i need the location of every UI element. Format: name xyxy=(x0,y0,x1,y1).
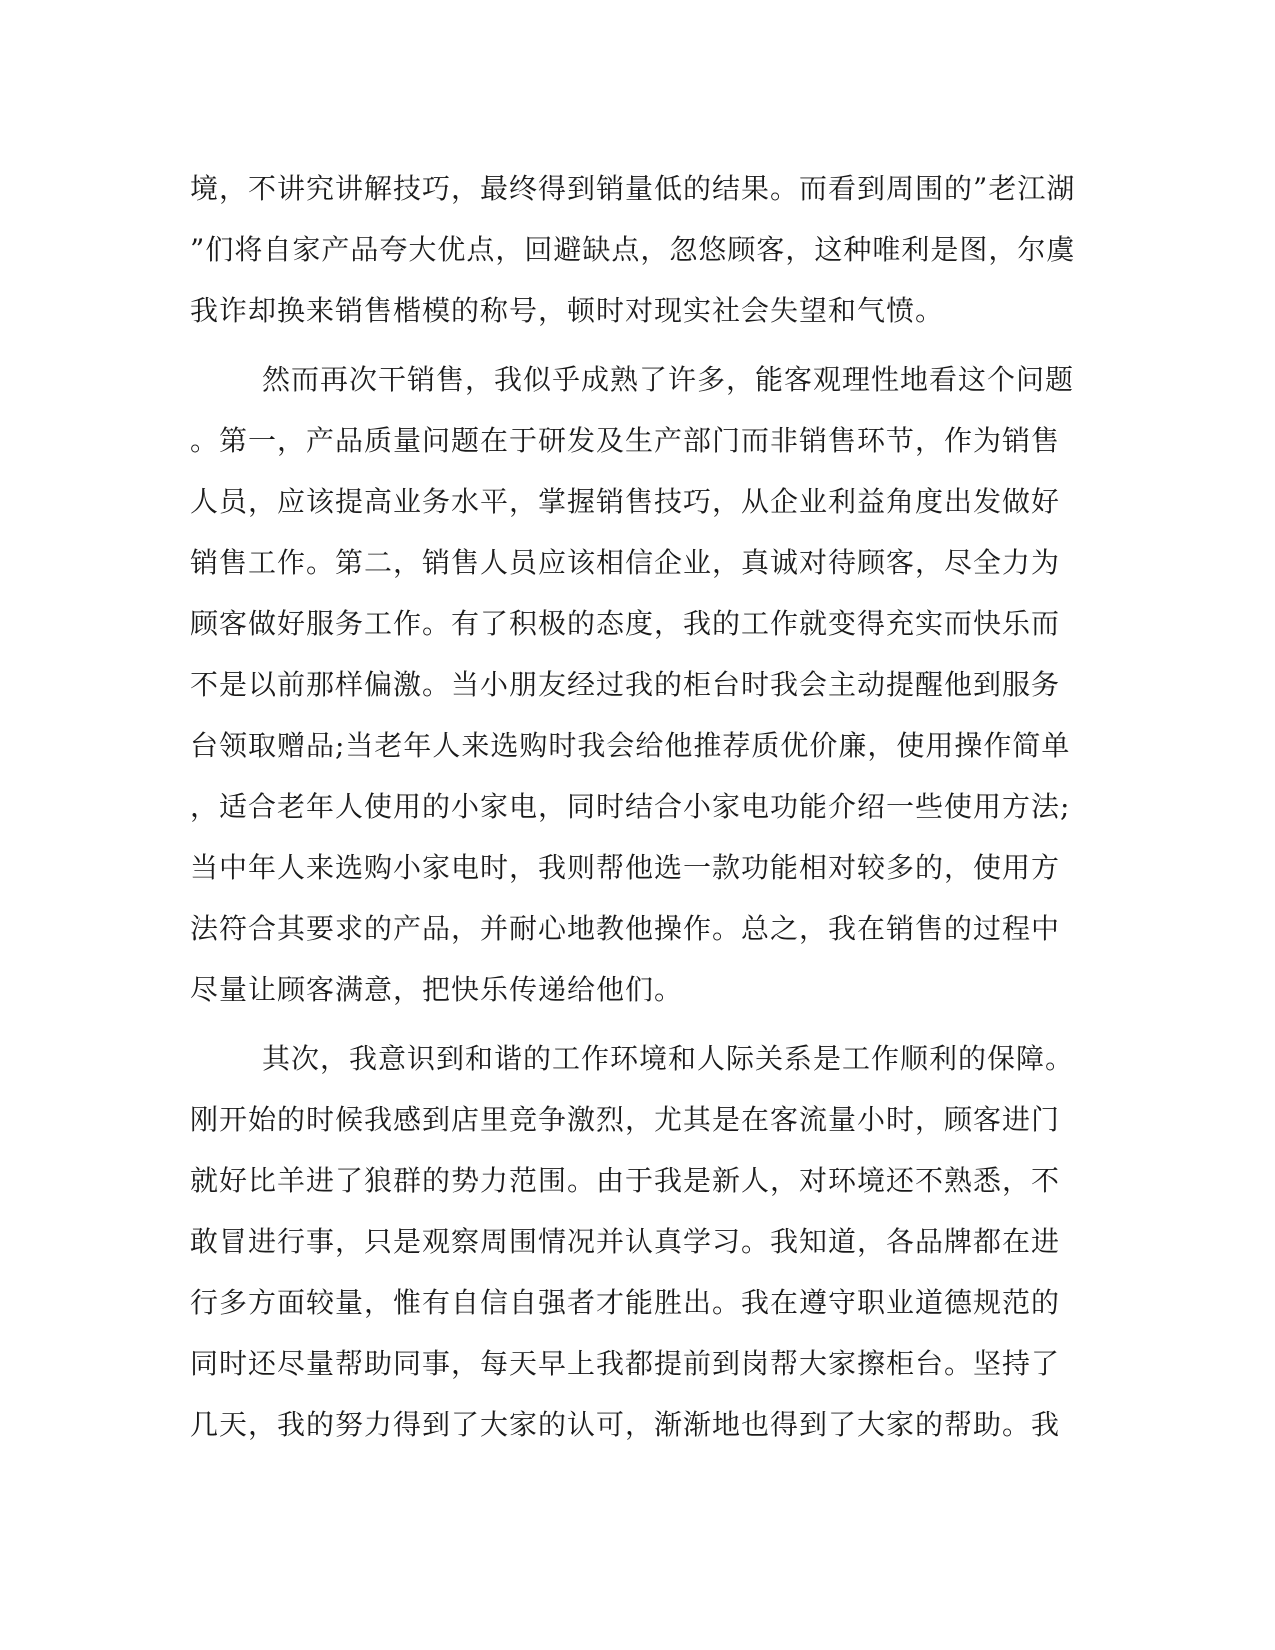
paragraph-line: 几天，我的努力得到了大家的认可，渐渐地也得到了大家的帮助。我 xyxy=(190,1408,1061,1441)
paragraph-2 xyxy=(190,349,1090,1020)
paragraph-line: 我诈却换来销售楷模的称号，顿时对现实社会失望和气愤。 xyxy=(190,294,945,327)
paragraph-line: 然而再次干销售，我似乎成熟了许多，能客观理性地看这个问题 xyxy=(262,363,1075,396)
paragraph-line: 销售工作。第二，销售人员应该相信企业，真诚对待顾客，尽全力为 xyxy=(190,546,1061,579)
paragraph-line: 当中年人来选购小家电时，我则帮他选一款功能相对较多的，使用方 xyxy=(190,851,1061,884)
paragraph-line: 刚开始的时候我感到店里竞争激烈，尤其是在客流量小时，顾客进门 xyxy=(190,1103,1061,1136)
paragraph-line: 敢冒进行事，只是观察周围情况并认真学习。我知道，各品牌都在进 xyxy=(190,1225,1061,1258)
paragraph-1 xyxy=(190,158,1090,341)
paragraph-line: 尽量让顾客满意，把快乐传递给他们。 xyxy=(190,973,684,1006)
paragraph-line: 顾客做好服务工作。有了积极的态度，我的工作就变得充实而快乐而 xyxy=(190,607,1061,640)
paragraph-line: 。第一，产品质量问题在于研发及生产部门而非销售环节，作为销售 xyxy=(190,424,1061,457)
paragraph-line: 境，不讲究讲解技巧，最终得到销量低的结果。而看到周围的”老江湖 xyxy=(190,172,1076,205)
paragraph-line: 台领取赠品;当老年人来选购时我会给他推荐质优价廉，使用操作简单 xyxy=(190,729,1071,762)
paragraph-gap xyxy=(190,1020,1090,1028)
paragraph-gap xyxy=(190,341,1090,349)
body-text xyxy=(190,158,1090,1455)
paragraph-line: ，适合老年人使用的小家电，同时结合小家电功能介绍一些使用方法; xyxy=(190,790,1071,823)
paragraph-line: 同时还尽量帮助同事，每天早上我都提前到岗帮大家擦柜台。坚持了 xyxy=(190,1347,1061,1380)
paragraph-line: 行多方面较量，惟有自信自强者才能胜出。我在遵守职业道德规范的 xyxy=(190,1286,1061,1319)
paragraph-line: 不是以前那样偏激。当小朋友经过我的柜台时我会主动提醒他到服务 xyxy=(190,668,1061,701)
paragraph-line: 人员，应该提高业务水平，掌握销售技巧，从企业利益角度出发做好 xyxy=(190,485,1061,518)
paragraph-line: 就好比羊进了狼群的势力范围。由于我是新人，对环境还不熟悉，不 xyxy=(190,1164,1061,1197)
paragraph-line: 其次，我意识到和谐的工作环境和人际关系是工作顺利的保障。 xyxy=(262,1042,1075,1075)
paragraph-line: 法符合其要求的产品，并耐心地教他操作。总之，我在销售的过程中 xyxy=(190,912,1061,945)
paragraph-3 xyxy=(190,1028,1090,1455)
paragraph-line: ”们将自家产品夸大优点，回避缺点，忽悠顾客，这种唯利是图，尔虞 xyxy=(190,233,1076,266)
